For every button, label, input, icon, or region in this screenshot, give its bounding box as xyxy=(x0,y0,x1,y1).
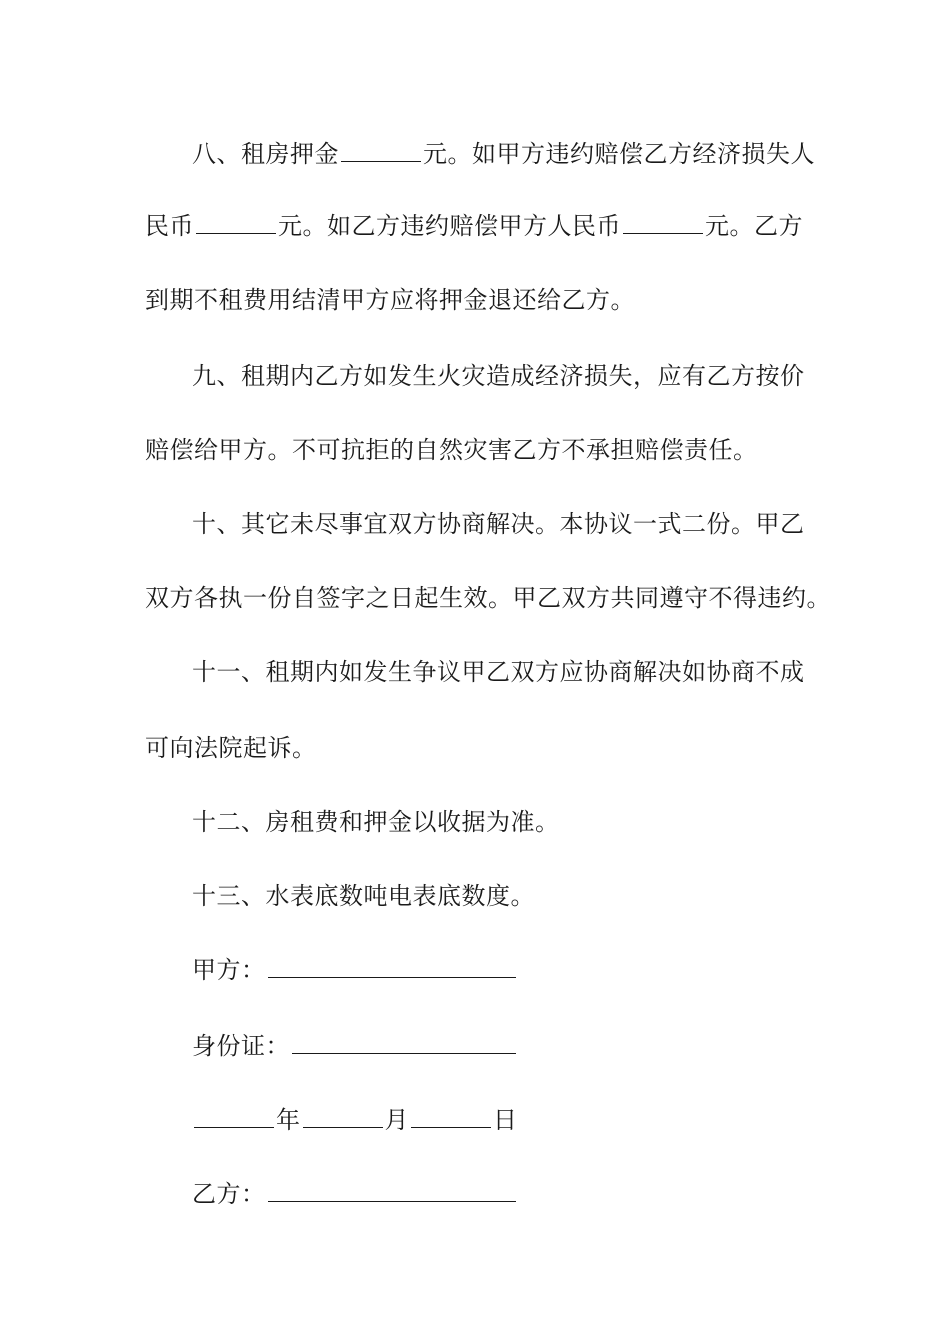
party-a-penalty-blank xyxy=(196,211,276,234)
clause-8-line-1 xyxy=(192,136,815,172)
clause-8-text-c: 民币 xyxy=(145,212,194,240)
year-blank xyxy=(194,1105,274,1128)
id-card-blank xyxy=(292,1031,516,1054)
party-a-signature-line xyxy=(192,952,815,988)
deposit-amount-blank xyxy=(341,139,421,162)
clause-12-line: 十二、房租费和押金以收据为准。 xyxy=(192,808,560,836)
clause-8-text-b: 元。如甲方违约赔偿乙方经济损失人 xyxy=(423,140,815,168)
clause-9-line-1: 九、租期内乙方如发生火灾造成经济损失，应有乙方按价 xyxy=(192,362,805,390)
clause-8-line-3: 到期不租费用结清甲方应将押金退还给乙方。 xyxy=(145,286,635,314)
party-a-signature-blank xyxy=(268,955,516,978)
party-b-label: 乙方： xyxy=(192,1180,266,1208)
month-blank xyxy=(303,1105,383,1128)
year-label: 年 xyxy=(276,1106,301,1134)
clause-8-line-2 xyxy=(145,208,815,244)
month-label: 月 xyxy=(384,1106,409,1134)
clause-8-text-d: 元。如乙方违约赔偿甲方人民币 xyxy=(278,212,621,240)
party-b-signature-blank xyxy=(268,1179,516,1202)
clause-11-line-2: 可向法院起诉。 xyxy=(145,734,317,762)
clause-8-text-a: 八、租房押金 xyxy=(192,140,339,168)
party-a-label: 甲方： xyxy=(192,956,266,984)
party-b-penalty-blank xyxy=(623,211,703,234)
clause-13-line: 十三、水表底数吨电表底数度。 xyxy=(192,882,535,910)
clause-9-line-2: 赔偿给甲方。不可抗拒的自然灾害乙方不承担赔偿责任。 xyxy=(145,436,758,464)
day-blank xyxy=(411,1105,491,1128)
id-card-label: 身份证： xyxy=(192,1032,290,1060)
day-label: 日 xyxy=(493,1106,518,1134)
clause-11-line-1: 十一、租期内如发生争议甲乙双方应协商解决如协商不成 xyxy=(192,658,805,686)
clause-10-line-1: 十、其它未尽事宜双方协商解决。本协议一式二份。甲乙 xyxy=(192,510,805,538)
party-b-signature-line xyxy=(192,1176,815,1212)
date-line xyxy=(192,1102,815,1138)
id-card-line xyxy=(192,1028,815,1064)
clause-8-text-e: 元。乙方 xyxy=(705,212,803,240)
clause-10-line-2: 双方各执一份自签字之日起生效。甲乙双方共同遵守不得违约。 xyxy=(145,584,831,612)
